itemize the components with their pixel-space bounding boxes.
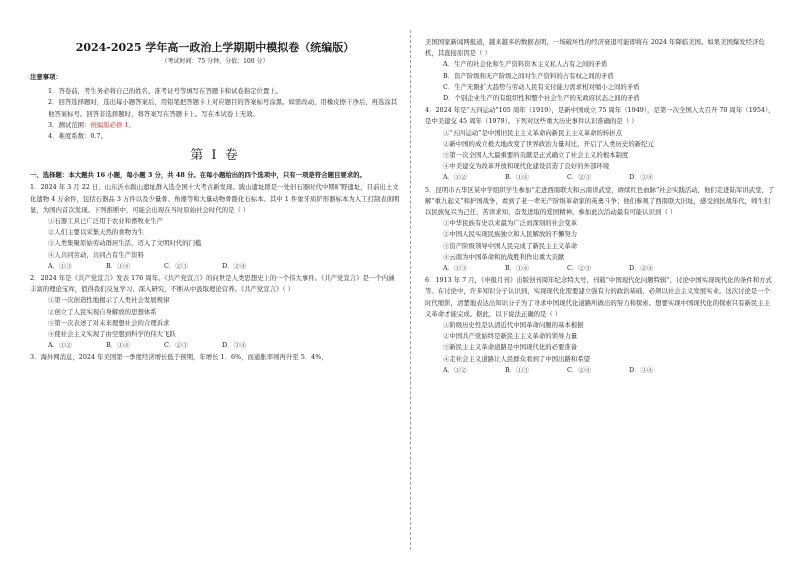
exam-meta: （考试时间：75 分钟，分值：100 分） [161,58,269,65]
column-divider [410,30,411,550]
answer-choice: B．①④ [505,264,529,273]
question-1-option: ③人类集聚原始劳动群居生活，迈入了文明时代的门槛 [48,239,202,248]
question-3-option: D．个别企业生产的有组织性和整个社会生产的无政府状态之间的矛盾 [443,94,640,103]
page-title: 2024-2025 学年高一政治上学期期中模拟卷（统编版） [75,41,355,54]
notice-title: 注意事项： [30,73,62,81]
question-6-stem: 6．1913 年 7 月，《申报月刊》出版创刊周年纪念特大号，刊载“中国现代化问题特辑”，讨论中国实现现代化的条件和方式等。在讨论中，许多知识分子认识到，实现现代化需要建立强有力的政治基础，必须以社会主义发展实业。这次讨论是一个时代缩影，清楚地表达出知识分子为了寻求中国现代化道路所做出的努力和探索。想要实现中国现代化的探索只有新民主主义革命才能完成。据此，以下说法正确的是（ ） [425,276,772,318]
answer-choice: D．②④ [629,264,654,273]
question-1-stem: 1．2024 年 3 月 22 日，山东沂水跋山遗址群入选全国十大考古新发现。跋山遗址群是一处旧石器时代中期旷野遗址，目前出土文化遗物 4 万余件，包括石器品 3 万件以及少量骨、角器等和大量动物骨骼化石标本。其中 1 件象牙质铲形器标本为人工打制表面明显，为国内首次发现。下列推断中，可能会出现在当时原始社会时代的是（ ） [30,183,400,214]
question-3-option: C．生产无限扩大趋势与劳动人民有支付能力需求相对缩小之间的矛盾 [443,82,640,91]
question-5-option: ④云南为中国革命和抗战胜利作出重大贡献 [443,252,565,261]
question-6-option: ④走社会主义道路让人民群众看到了中国出路和希望 [443,354,590,363]
question-3-stem-continued: 美国国家新闻网报道，越来越多的数据表明，一场破坏性的经济衰退可能即将在 2024 年降临美国。如果美国爆发经济危机，其直接原因是（ ） [425,38,765,58]
right-column [425,36,775,376]
answer-choice: A．①③ [48,261,72,270]
question-2 [30,273,400,351]
answer-choice: C．②③ [164,261,189,270]
answer-choice: C．②③ [567,264,592,273]
question-4-answers [425,172,775,183]
section-title: 一、选择题：本大题共 16 小题，每小题 3 分，共 48 分。在每小题给出的四个选项中，只有一项是符合题目要求的。 [30,171,366,180]
answer-choice: B．①③ [505,365,529,374]
question-6-option: ②中国共产党始终是新民主主义革命的领导力量 [443,332,578,341]
question-1-answers [30,261,400,272]
answer-choice: D．③④ [629,173,654,182]
question-1 [30,182,400,272]
question-3-option: A．生产的社会化和生产资料资本主义私人占有之间的矛盾 [443,60,608,69]
left-column [30,36,400,364]
question-6-option: ①阶级历史性是认清近代中国革命问题的基本根据 [443,321,584,330]
answer-choice: D．③④ [222,341,247,350]
answer-choice: B．①④ [505,173,529,182]
answer-choice: C．②③ [164,341,189,350]
question-2-option: ③第一次表述了对未来理想社会的合理诉求 [48,318,170,327]
question-5 [425,185,775,275]
question-4-option: ③第一次全国人大最重要的贡献是正式确立了社会主义的根本制度 [443,151,629,160]
question-3-stem: 3．海外网消息，2024 年美国第一季度经济增长低于预期，年增长 1．6%，而通胀率则再升至 5．4%， [30,353,328,362]
question-3-continued [425,37,775,104]
test-range-highlight: 统编版必修 1。 [90,120,135,129]
question-4-option: ②新中国的成立极大地改变了世界政治力量对比，开启了人类历史的新纪元 [443,139,654,148]
question-6 [425,275,775,376]
answer-choice: C．②③ [567,173,592,182]
answer-choice: A．①② [443,365,467,374]
answer-choice: A．①② [48,341,72,350]
question-5-stem: 5．昆明市五华区某中学组织学生参加“走进西南联大和云南讲武堂，赓续红色血脉”社会实践活动，他们走进陆军讲武堂，了解“重九起义”和护国战争，看到了老一辈无产阶级革命家的英勇斗争；他们参观了西南联大旧址，感受到抗战年代，师生们以民族复兴为己任，苦读求知，奋发进取的爱国精神。参加此次活动最有可能认识到（ ） [425,185,775,217]
question-3 [30,352,400,363]
answer-choice: A．①② [443,173,467,182]
answer-choice: B．①④ [106,261,130,270]
question-2-answers [30,340,400,351]
answer-choice: D．②④ [222,261,247,270]
answer-choice: C．②④ [567,365,592,374]
part-title: 第 I 卷 [190,148,240,164]
answer-choice: D．③④ [629,365,654,374]
question-5-option: ②中国人民实现民族独立和人民解放的不懈努力 [443,230,578,239]
question-6-option: ③新民主主义革命道路是中国现代化的必要准备 [443,343,578,352]
notice-item-3-text: 3．测试范围： [48,120,91,129]
question-2-option: ②创立了人民实现自身解放的思想体系 [48,307,157,316]
notice-item-1: 1．答卷前，考生务必将自己的姓名、准考证号等填写在答题卡和试卷指定位置上。 [48,87,283,96]
question-1-option: ④人共同劳动，共同占有生产资料 [48,250,144,259]
question-5-option: ③资产阶级领导中国人民完成了新民主主义革命 [443,241,578,250]
question-3-option: B．资产阶级和无产阶级之间对生产资料的占有权之间的矛盾 [443,71,614,80]
question-4-option: ①“五四运动”是中国旧民主主义革命向新民主主义革命的转折点 [443,128,623,137]
question-5-option: ①中华民族有史以来最为广泛而深刻的社会变革 [443,219,578,228]
question-6-answers [425,365,775,376]
notice-item-2: 2．回答选择题时，选出每小题答案后，用铅笔把答题卡上对应题目的答案标号涂黑。如需改动，用橡皮擦干净后，再选涂其他答案标号。回答非选择题时，将答案写在答题卡上。写在本试卷上无效。 [48,98,398,118]
question-5-answers [425,263,775,274]
question-1-option: ①石器工具已广泛用于农业和畜牧业生产 [48,217,164,226]
notice-item-4: 4．难度系数：0.7。 [48,132,107,141]
question-2-stem: 2．2024 年是《共产党宣言》发表 176 周年。《共产党宣言》的问世是人类思想史上的一个伟大事件。《共产党宣言》是一个内涵丰富的理论宝库，值得我们反复学习、深入研究，不断从中汲取理论营养。《共产党宣言》（ ） [30,274,395,294]
notice-item-3 [30,120,400,131]
question-4-stem: 4．2024 年是“五四运动”105 周年（1919），是新中国成立 75 周年（1949），是第一次全国人大召开 70 周年（1954），是中美建交 45 周年（1979）。下列对这些重大历史事件认识准确的是（ ） [425,106,775,126]
question-4-option: ④中美建交为改革开放和现代化建设营造了良好的外部环境 [443,162,610,171]
question-4 [425,105,775,183]
question-2-option: ①第一次创造性地揭示了人类社会发展规律 [48,296,170,305]
question-1-option: ②人们主要以采集天然的食物为生 [48,228,144,237]
answer-choice: B．①④ [106,341,130,350]
question-2-option: ④使社会主义实现了由空想到科学的伟大飞跃 [48,330,176,339]
answer-choice: A．①③ [443,264,467,273]
